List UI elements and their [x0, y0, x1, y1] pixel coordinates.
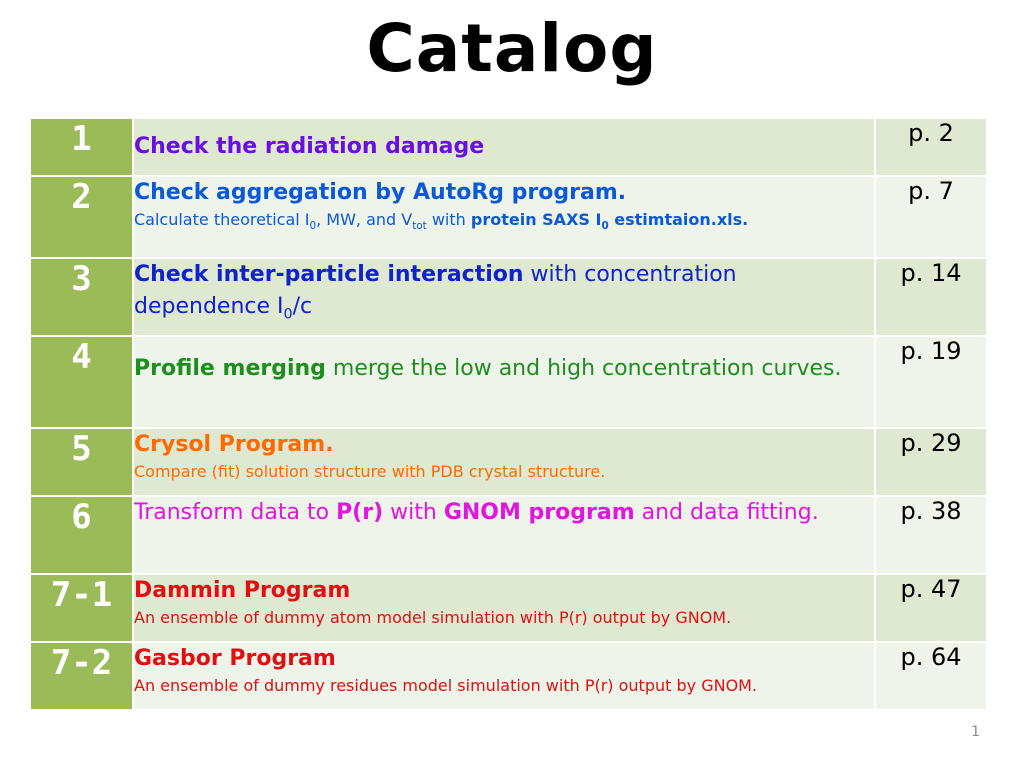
table-row — [30, 642, 987, 710]
row-number: 1 — [30, 118, 133, 176]
row-page: p. 7 — [875, 176, 987, 258]
row-page: p. 14 — [875, 258, 987, 336]
row-page: p. 19 — [875, 336, 987, 428]
row-subtitle: Calculate theoretical $I_0$, MW, and $V_{tot}$ with protein SAXS $I_0$ estimtaion.xls. — [134, 210, 749, 233]
row-description — [133, 258, 875, 336]
row-number: 7-1 — [30, 574, 133, 642]
row-title: Dammin Program — [134, 578, 351, 603]
row-description — [133, 428, 875, 496]
row-description — [133, 496, 875, 574]
row-title: Transform data to P(r) with GNOM program and data fitting. — [134, 500, 819, 525]
table-row — [30, 118, 987, 176]
slide-number: 1 — [971, 724, 980, 740]
row-description — [133, 336, 875, 428]
row-subtitle: An ensemble of dummy atom model simulation with P(r) output by GNOM. — [134, 608, 732, 627]
row-number: 2 — [30, 176, 133, 258]
slide-title: Catalog — [366, 10, 658, 87]
row-title: Check inter-particle interaction with concentration dependence $I_0/c$ — [134, 262, 737, 323]
row-number: 7-2 — [30, 642, 133, 710]
row-title: Check the radiation damage — [134, 134, 485, 159]
row-number: 5 — [30, 428, 133, 496]
row-page: p. 64 — [875, 642, 987, 710]
table-row — [30, 176, 987, 258]
table-row — [30, 496, 987, 574]
row-description — [133, 642, 875, 710]
row-subtitle: An ensemble of dummy residues model simulation with P(r) output by GNOM. — [134, 676, 758, 695]
table-row — [30, 428, 987, 496]
row-description — [133, 574, 875, 642]
row-page: p. 2 — [875, 118, 987, 176]
table-row — [30, 574, 987, 642]
row-description — [133, 118, 875, 176]
row-number: 3 — [30, 258, 133, 336]
row-title: Profile merging merge the low and high concentration curves. — [134, 356, 842, 381]
row-title: Check aggregation by AutoRg program. — [134, 180, 627, 205]
catalog-table — [29, 117, 988, 711]
row-title: Gasbor Program — [134, 646, 336, 671]
row-page: p. 29 — [875, 428, 987, 496]
row-description — [133, 176, 875, 258]
row-number: 4 — [30, 336, 133, 428]
row-number: 6 — [30, 496, 133, 574]
table-row — [30, 336, 987, 428]
row-title: Crysol Program. — [134, 432, 334, 457]
table-row — [30, 258, 987, 336]
row-page: p. 47 — [875, 574, 987, 642]
row-page: p. 38 — [875, 496, 987, 574]
row-subtitle: Compare (fit) solution structure with PDB crystal structure. — [134, 462, 606, 481]
